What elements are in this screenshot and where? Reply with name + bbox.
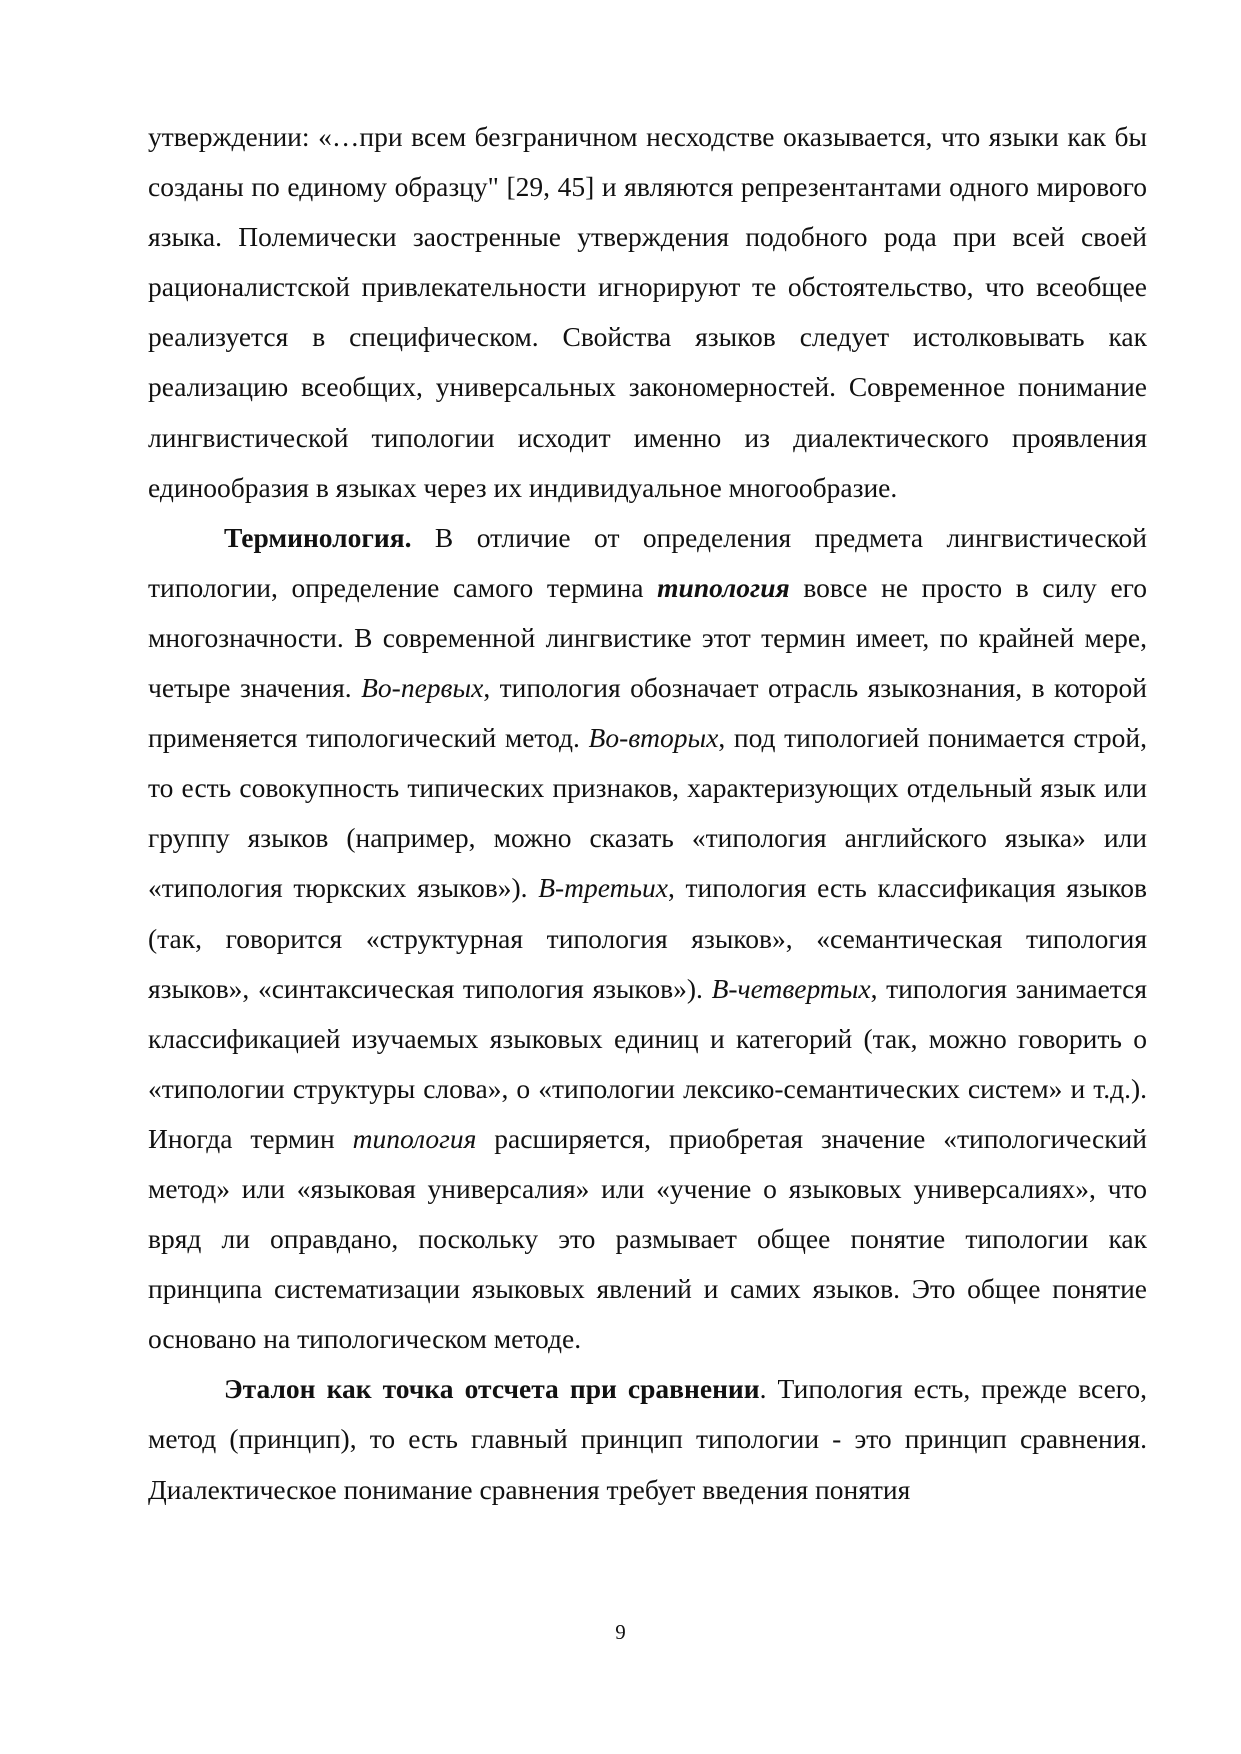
term-typology: типология	[657, 571, 790, 603]
emphasis-second: Во-вторых	[588, 722, 719, 754]
paragraph-text: , типология обозначает отрасль языкознания, в которой применяется типологический метод.	[148, 672, 1147, 754]
paragraph-terminology	[148, 513, 1147, 1365]
paragraph-text: В отличие от определения предмета лингвистической типологии, определение самого термина	[148, 521, 1147, 603]
paragraph-1	[148, 112, 1147, 513]
paragraph-text: . Типология есть, прежде всего, метод (принцип), то есть главный принцип типологии - это принцип сравнения. Диалектическое понимание сравнения требует введения понятия	[148, 1373, 1147, 1505]
emphasis-third: В-третьих	[538, 872, 668, 904]
term-typology-italic: типология	[352, 1122, 477, 1154]
heading-terminology: Терминология.	[224, 521, 412, 553]
paragraph-text: , под типологией понимается строй, то есть совокупность типических признаков, характеризующих отдельный язык или группу языков (например, можно сказать «типология английского языка» или «типология тюркских языков»).	[148, 722, 1147, 904]
emphasis-fourth: В-четвертых	[711, 972, 871, 1004]
paragraph-etalon	[148, 1364, 1147, 1514]
heading-etalon: Эталон как точка отсчета при сравнении	[224, 1373, 760, 1405]
page-number: 9	[615, 1620, 626, 1644]
body-text	[148, 112, 1147, 1515]
paragraph-1-text: утверждении: «…при всем безграничном несходстве оказывается, что языки как бы созданы по единому образцу" [29, 45] и являются репрезентантами одного мирового языка. Полемически заостренные утверждения подобного рода при всей своей рационалистской привлекательности игнорируют те обстоятельство, что всеобщее реализуется в специфическом. Свойства языков следует истолковывать как реализацию всеобщих, универсальных закономерностей. Современное понимание лингвистической типологии исходит именно из диалектического проявления единообразия в языках через их индивидуальное многообразие.	[148, 121, 1147, 503]
paragraph-text: , типология есть классификация языков (так, говорится «структурная типология языков», «семантическая типология языков», «синтаксическая типология языков»).	[148, 872, 1147, 1004]
paragraph-text: вовсе не просто в силу его многозначности. В современной лингвистике этот термин имеет, по крайней мере, четыре значения.	[148, 571, 1147, 704]
paragraph-text: расширяется, приобретая значение «типологический метод» или «языковая универсалия» или «учение о языковых универсалиях», что вряд ли оправдано, поскольку это размывает общее понятие типологии как принципа систематизации языковых явлений и самих языков. Это общее понятие основано на типологическом методе.	[148, 1122, 1147, 1355]
emphasis-first: Во-первых	[361, 672, 484, 704]
paragraph-text: , типология занимается классификацией изучаемых языковых единиц и категорий (так, можно говорить о «типологии структуры слова», о «типологии лексико-семантических систем» и т.д.). Иногда термин	[148, 972, 1148, 1154]
